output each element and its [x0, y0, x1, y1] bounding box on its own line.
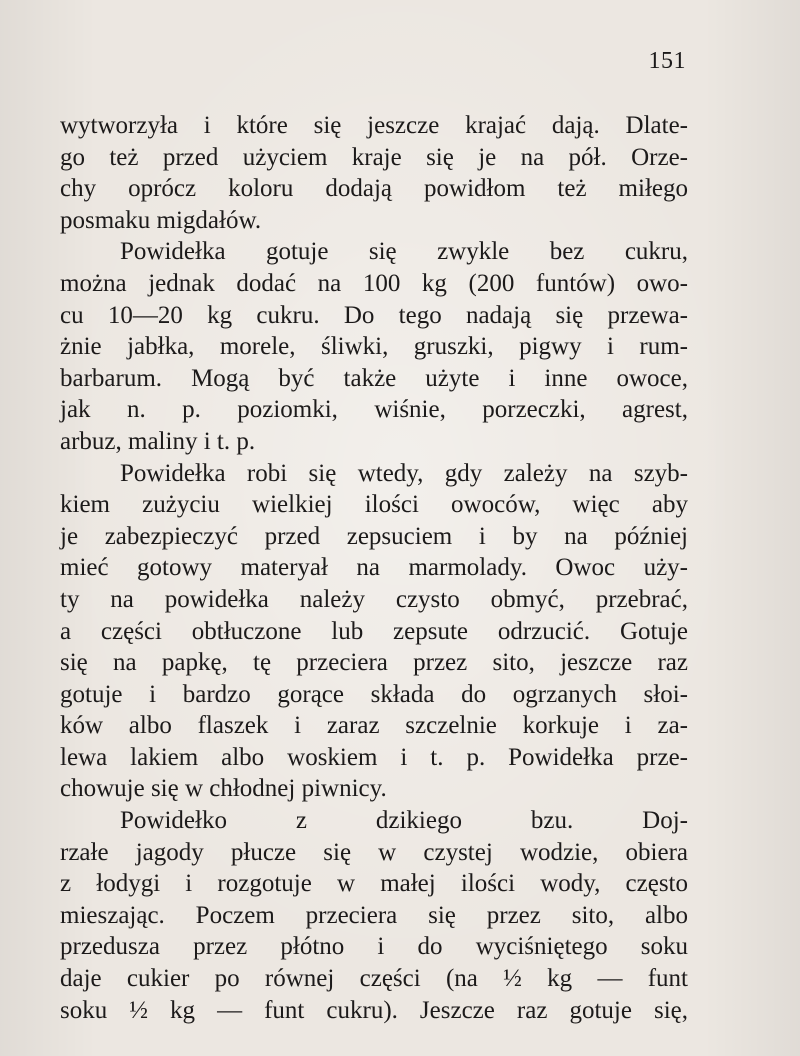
text-line: jak n. p. poziomki, wiśnie, porzeczki, agrest,: [60, 396, 688, 424]
text-line: mieć gotowy materyał na marmolady. Owoc uży-: [60, 554, 688, 582]
section-heading-line: Powidełko z dzikiego bzu. Doj-: [120, 807, 688, 835]
text-line: arbuz, maliny i t. p.: [60, 427, 256, 455]
section-heading-line: Powidełka gotuje się zwykle bez cukru,: [120, 238, 688, 266]
text-line: się na papkę, tę przeciera przez sito, jeszcze raz: [60, 649, 688, 677]
text-line: z łodygi i rozgotuje w małej ilości wody, często: [60, 870, 688, 898]
text-line: cu 10—20 kg cukru. Do tego nadają się przewa-: [60, 301, 688, 329]
text-line: kiem zużyciu wielkiej ilości owoców, więc aby: [60, 491, 688, 519]
text-line: przedusza przez płótno i do wyciśniętego soku: [60, 933, 688, 961]
text-line: je zabezpieczyć przed zepsuciem i by na później: [60, 522, 688, 550]
text-line: można jednak dodać na 100 kg (200 funtów) owo-: [60, 269, 688, 297]
text-line: chy oprócz koloru dodają powidłom też miłego: [60, 175, 688, 203]
text-line: barbarum. Mogą być także użyte i inne owoce,: [60, 364, 688, 392]
text-line: soku ½ kg — funt cukru). Jeszcze raz gotuje się,: [60, 996, 688, 1024]
body-text: [60, 110, 688, 1026]
text-line: posmaku migdałów.: [60, 206, 262, 234]
text-line: daje cukier po równej części (na ½ kg — funt: [60, 965, 688, 993]
text-line: lewa lakiem albo woskiem i t. p. Powidełka prze-: [60, 743, 688, 771]
text-line: ków albo flaszek i zaraz szczelnie korkuje i za-: [60, 712, 688, 740]
text-line: a części obtłuczone lub zepsute odrzucić. Gotuje: [60, 617, 688, 645]
text-line: chowuje się w chłodnej piwnicy.: [60, 775, 387, 803]
text-line: go też przed użyciem kraje się je na pół. Orze-: [60, 143, 688, 171]
text-line: ty na powidełka należy czysto obmyć, przebrać,: [60, 585, 688, 613]
text-line: mieszając. Poczem przeciera się przez sito, albo: [60, 901, 688, 929]
page-number: 151: [648, 48, 686, 74]
text-line: rzałe jagody płucze się w czystej wodzie, obiera: [60, 838, 688, 866]
text-line: gotuje i bardzo gorące składa do ogrzanych słoi-: [60, 680, 688, 708]
text-line: żnie jabłka, morele, śliwki, gruszki, pigwy i rum-: [60, 333, 688, 361]
text-line: Powidełka robi się wtedy, gdy zależy na szyb-: [120, 459, 688, 487]
text-line: wytworzyła i które się jeszcze krajać dają. Dlate-: [60, 112, 688, 139]
